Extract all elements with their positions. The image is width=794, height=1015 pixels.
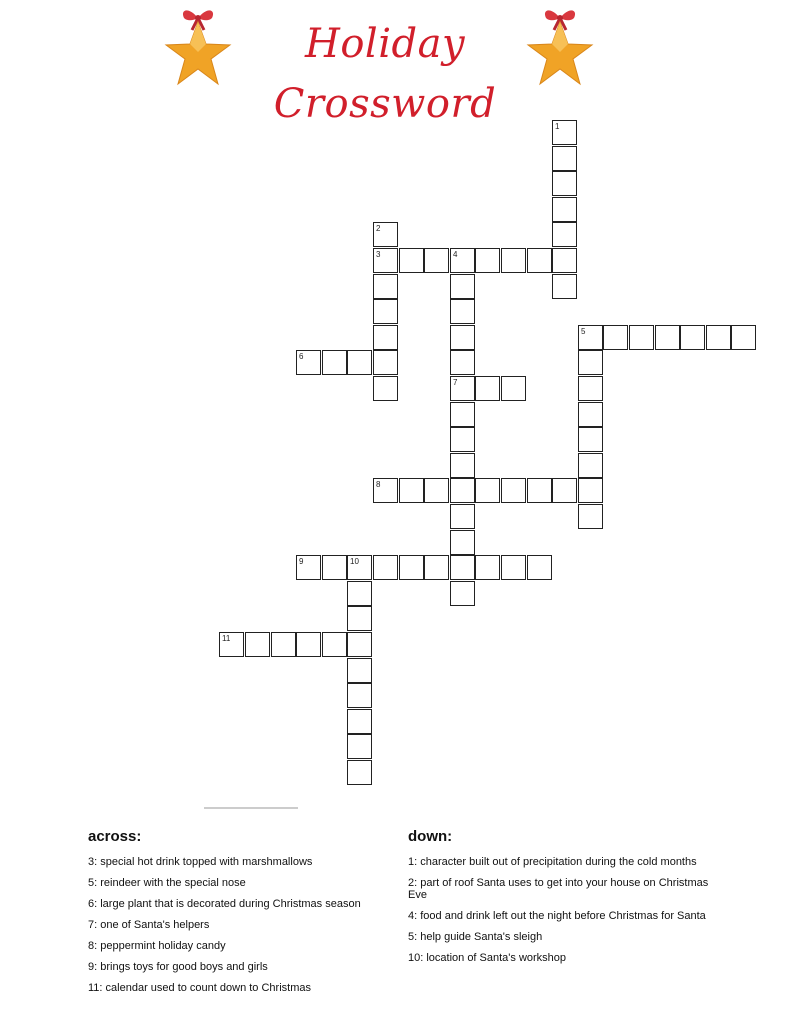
grid-cell[interactable]: [271, 632, 296, 657]
grid-cell[interactable]: [347, 555, 372, 580]
clue-number: 11: [222, 634, 231, 643]
grid-cell[interactable]: [450, 402, 475, 427]
grid-cell[interactable]: [347, 606, 372, 631]
clue-item: 2: part of roof Santa uses to get into your house on Christmas Eve: [408, 877, 709, 901]
grid-cell[interactable]: [373, 299, 398, 324]
clue-number: 7: [453, 378, 458, 387]
grid-cell[interactable]: [475, 248, 500, 273]
grid-cell[interactable]: [450, 581, 475, 606]
grid-cell[interactable]: [578, 402, 603, 427]
grid-cell[interactable]: [373, 248, 398, 273]
grid-cell[interactable]: [552, 120, 577, 145]
divider: [204, 807, 298, 809]
grid-cell[interactable]: [501, 555, 526, 580]
clue-item: 7: one of Santa's helpers: [88, 919, 210, 931]
grid-cell[interactable]: [578, 504, 603, 529]
grid-cell[interactable]: [373, 478, 398, 503]
grid-cell[interactable]: [475, 376, 500, 401]
grid-cell[interactable]: [347, 350, 372, 375]
clue-item: 5: reindeer with the special nose: [88, 877, 246, 889]
grid-cell[interactable]: [373, 555, 398, 580]
grid-cell[interactable]: [552, 274, 577, 299]
grid-cell[interactable]: [373, 222, 398, 247]
grid-cell[interactable]: [373, 274, 398, 299]
grid-cell[interactable]: [424, 478, 449, 503]
grid-cell[interactable]: [578, 453, 603, 478]
grid-cell[interactable]: [578, 376, 603, 401]
clue-number: 2: [376, 224, 381, 233]
grid-cell[interactable]: [322, 632, 347, 657]
grid-cell[interactable]: [450, 350, 475, 375]
grid-cell[interactable]: [450, 504, 475, 529]
clue-item: 6: large plant that is decorated during Christmas season: [88, 898, 361, 910]
grid-cell[interactable]: [552, 197, 577, 222]
grid-cell[interactable]: [373, 376, 398, 401]
grid-cell[interactable]: [347, 683, 372, 708]
clue-item: 1: character built out of precipitation during the cold months: [408, 856, 697, 868]
grid-cell[interactable]: [450, 274, 475, 299]
grid-cell[interactable]: [322, 350, 347, 375]
grid-cell[interactable]: [552, 171, 577, 196]
clue-item: 4: food and drink left out the night before Christmas for Santa: [408, 910, 706, 922]
grid-cell[interactable]: [578, 350, 603, 375]
grid-cell[interactable]: [527, 248, 552, 273]
grid-cell[interactable]: [296, 632, 321, 657]
grid-cell[interactable]: [219, 632, 244, 657]
grid-cell[interactable]: [347, 709, 372, 734]
grid-cell[interactable]: [399, 248, 424, 273]
grid-cell[interactable]: [655, 325, 680, 350]
grid-cell[interactable]: [527, 478, 552, 503]
grid-cell[interactable]: [578, 427, 603, 452]
clue-item: 8: peppermint holiday candy: [88, 940, 226, 952]
clue-item: 9: brings toys for good boys and girls: [88, 961, 268, 973]
grid-cell[interactable]: [322, 555, 347, 580]
clue-number: 9: [299, 557, 304, 566]
grid-cell[interactable]: [629, 325, 654, 350]
grid-cell[interactable]: [450, 248, 475, 273]
clue-item: 11: calendar used to count down to Christmas: [88, 982, 311, 994]
grid-cell[interactable]: [552, 146, 577, 171]
star-ornament-icon: [162, 4, 234, 93]
grid-cell[interactable]: [578, 325, 603, 350]
grid-cell[interactable]: [296, 350, 321, 375]
grid-cell[interactable]: [450, 453, 475, 478]
grid-cell[interactable]: [731, 325, 756, 350]
grid-cell[interactable]: [450, 555, 475, 580]
grid-cell[interactable]: [450, 376, 475, 401]
grid-cell[interactable]: [373, 350, 398, 375]
grid-cell[interactable]: [245, 632, 270, 657]
grid-cell[interactable]: [450, 478, 475, 503]
grid-cell[interactable]: [501, 478, 526, 503]
grid-cell[interactable]: [527, 555, 552, 580]
grid-cell[interactable]: [501, 376, 526, 401]
grid-cell[interactable]: [424, 248, 449, 273]
grid-cell[interactable]: [347, 658, 372, 683]
star-ornament-icon: [524, 4, 596, 93]
grid-cell[interactable]: [552, 222, 577, 247]
grid-cell[interactable]: [475, 555, 500, 580]
across-clues: [88, 828, 368, 1003]
grid-cell[interactable]: [347, 632, 372, 657]
clue-number: 4: [453, 250, 458, 259]
clue-number: 6: [299, 352, 304, 361]
grid-cell[interactable]: [296, 555, 321, 580]
grid-cell[interactable]: [450, 530, 475, 555]
clue-number: 3: [376, 250, 381, 259]
down-heading: down:: [408, 828, 453, 845]
grid-cell[interactable]: [347, 760, 372, 785]
grid-cell[interactable]: [424, 555, 449, 580]
grid-cell[interactable]: [347, 734, 372, 759]
grid-cell[interactable]: [450, 325, 475, 350]
grid-cell[interactable]: [680, 325, 705, 350]
clue-number: 10: [350, 557, 359, 566]
grid-cell[interactable]: [603, 325, 628, 350]
clue-number: 1: [555, 122, 560, 131]
across-heading: across:: [88, 828, 142, 845]
grid-cell[interactable]: [501, 248, 526, 273]
down-clues: [408, 828, 718, 973]
grid-cell[interactable]: [399, 478, 424, 503]
grid-cell[interactable]: [450, 427, 475, 452]
clue-item: 5: help guide Santa's sleigh: [408, 931, 543, 943]
grid-cell[interactable]: [450, 299, 475, 324]
grid-cell[interactable]: [399, 555, 424, 580]
clue-item: 10: location of Santa's workshop: [408, 952, 567, 964]
page-title: Holiday Crossword: [273, 21, 497, 127]
clue-item: 3: special hot drink topped with marshmallows: [88, 856, 313, 868]
grid-cell[interactable]: [578, 478, 603, 503]
grid-cell[interactable]: [475, 478, 500, 503]
grid-cell[interactable]: [552, 248, 577, 273]
grid-cell[interactable]: [706, 325, 731, 350]
clue-number: 5: [581, 327, 586, 336]
grid-cell[interactable]: [552, 478, 577, 503]
clue-number: 8: [376, 480, 381, 489]
grid-cell[interactable]: [347, 581, 372, 606]
grid-cell[interactable]: [373, 325, 398, 350]
